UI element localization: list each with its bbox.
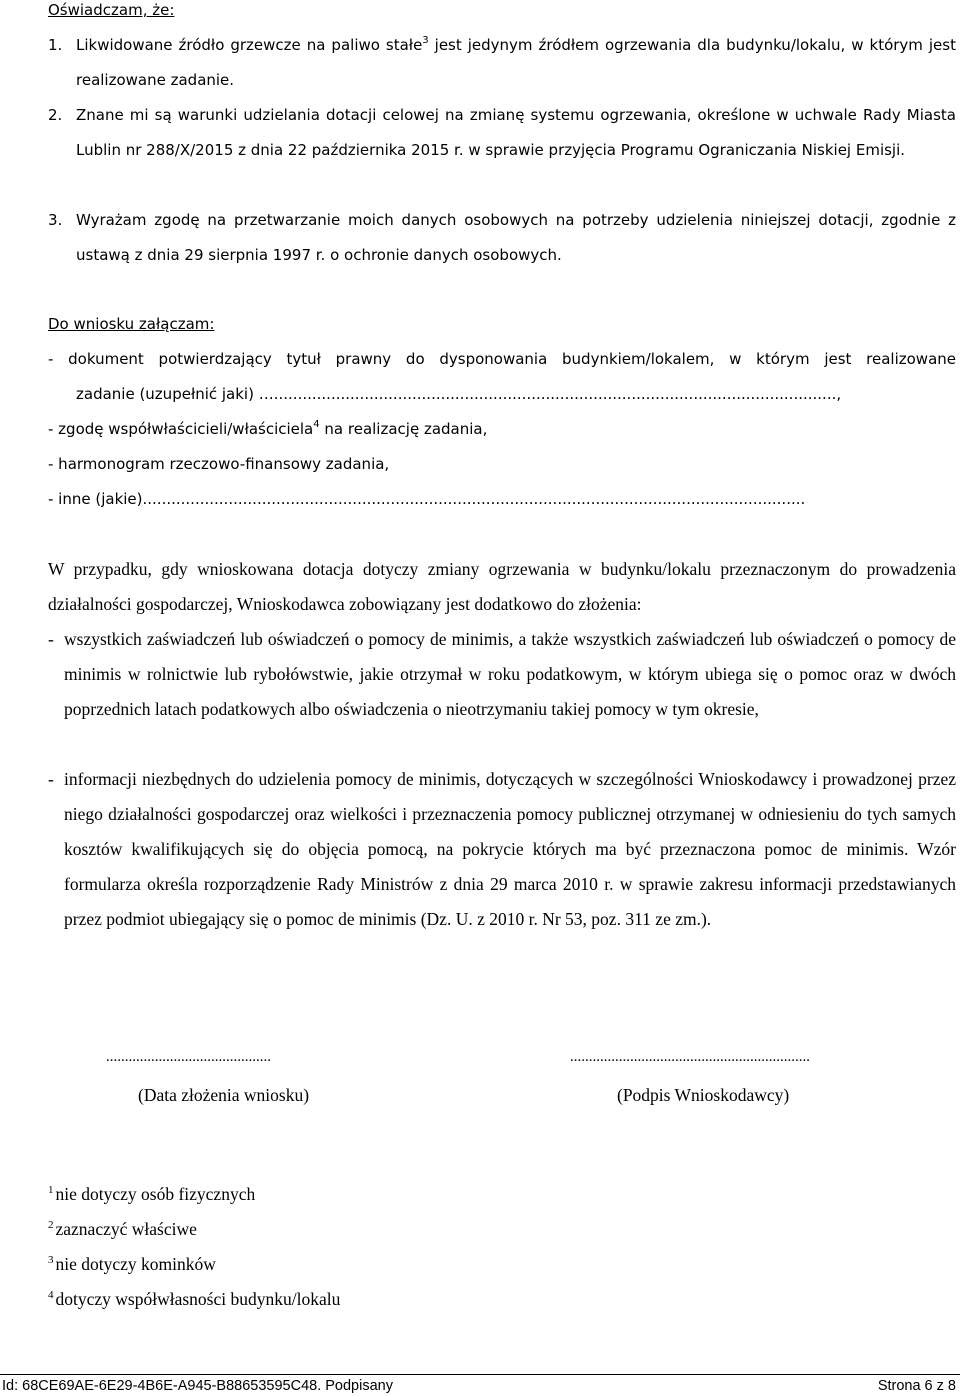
signature-dotted-line: ................................................................ — [570, 1049, 810, 1065]
attachment-line-1b: zadanie (uzupełnić jaki) …......................................................................................................................, — [76, 385, 842, 403]
bullet-dash: - — [48, 629, 54, 649]
item-text: Znane mi są warunki udzielania dotacji celowej na zmianę systemu ogrzewania, określone w uchwale Rady Miasta Lublin nr 288/X/2015 z dnia 22 października 2015 r. w sprawie przyjęcia Programu Ograniczania Niskiej Emisji. — [76, 106, 956, 159]
footnote-ref: 3 — [422, 35, 429, 46]
business-bullet-2 — [48, 762, 956, 937]
business-intro: W przypadku, gdy wnioskowana dotacja dotyczy zmiany ogrzewania w budynku/lokalu przeznaczonym do prowadzenia działalności gospodarczej, Wnioskodawca zobowiązany jest dodatkowo do złożenia: — [48, 559, 956, 614]
business-bullet-1 — [48, 622, 956, 727]
attachment-line-2: - zgodę współwłaścicieli/właściciela$^4$ na realizację zadania, — [48, 419, 488, 438]
bullet-text: informacji niezbędnych do udzielenia pomocy de minimis, dotyczących w szczególności Wnioskodawcy i prowadzonej przez niego działalności gospodarczej oraz wielkości i przeznaczenia pomocy publicznej otrzymanej w odniesieniu do tych samych kosztów kwalifikujących się do objęcia pomocą, na pokrycie których ma być przeznaczona pomoc de minimis. Wzór formularza określa rozporządzenie Rady Ministrów z dnia 29 marca 2010 r. w sprawie zakresu informacji przedstawianych przez podmiot ubiegający się o pomoc de minimis (Dz. U. z 2010 r. Nr 53, poz. 311 ze zm.). — [64, 769, 956, 929]
item-text: Likwidowane źródło grzewcze na paliwo stałe$^3$ jest jedynym źródłem ogrzewania dla budynku/lokalu, w którym jest realizowane zadanie. — [76, 35, 956, 89]
declaration-item-2 — [48, 98, 956, 168]
attachment-line-1: - dokument potwierdzający tytuł prawny do dysponowania budynkiem/lokalem, w którym jest realizowane — [48, 350, 956, 368]
attachments-heading: Do wniosku załączam: — [48, 315, 215, 333]
bullet-dash: - — [48, 769, 54, 789]
footnote-2: $^2$ zaznaczyć właściwe — [48, 1219, 197, 1239]
attachment-line-4: - inne (jakie)........................................................................................................................................... — [48, 490, 806, 508]
declaration-item-3 — [48, 203, 956, 273]
item-number: 1. — [48, 36, 63, 54]
item-text: Wyrażam zgodę na przetwarzanie moich danych osobowych na potrzeby udzielenia niniejszej dotacji, zgodnie z ustawą z dnia 29 sierpnia 1997 r. o ochronie danych osobowych. — [76, 211, 956, 264]
item-number: 2. — [48, 106, 63, 124]
declaration-item-1 — [48, 28, 956, 98]
footnote-3: $^3$ nie dotyczy kominków — [48, 1254, 216, 1274]
bullet-text: wszystkich zaświadczeń lub oświadczeń o pomocy de minimis, a także wszystkich zaświadczeń lub oświadczeń o pomocy de minimis w rolnictwie lub rybołówstwie, jakie otrzymał w roku podatkowym, w którym ubiega się o pomoc oraz w dwóch poprzednich latach podatkowych albo oświadczenia o nieotrzymaniu takiej pomocy w tym okresie, — [64, 629, 956, 719]
declaration-heading: Oświadczam, że: — [48, 1, 175, 19]
document-id: Id: 68CE69AE-6E29-4B6E-A945-B88653595C48. Podpisany — [2, 1378, 393, 1394]
footnote-4: $^4$ dotyczy współwłasności budynku/lokalu — [48, 1289, 341, 1309]
footer-divider — [0, 1374, 960, 1375]
item-number: 3. — [48, 211, 63, 229]
date-label: (Data złożenia wniosku) — [138, 1085, 310, 1105]
footnote-1: $^1$ nie dotyczy osób fizycznych — [48, 1184, 256, 1204]
signature-label: (Podpis Wnioskodawcy) — [617, 1085, 790, 1105]
footnote-ref: 4 — [313, 419, 320, 430]
attachment-line-3: - harmonogram rzeczowo-finansowy zadania, — [48, 455, 390, 473]
date-dotted-line: ............................................ — [106, 1049, 271, 1065]
page-number: Strona 6 z 8 — [877, 1378, 956, 1394]
